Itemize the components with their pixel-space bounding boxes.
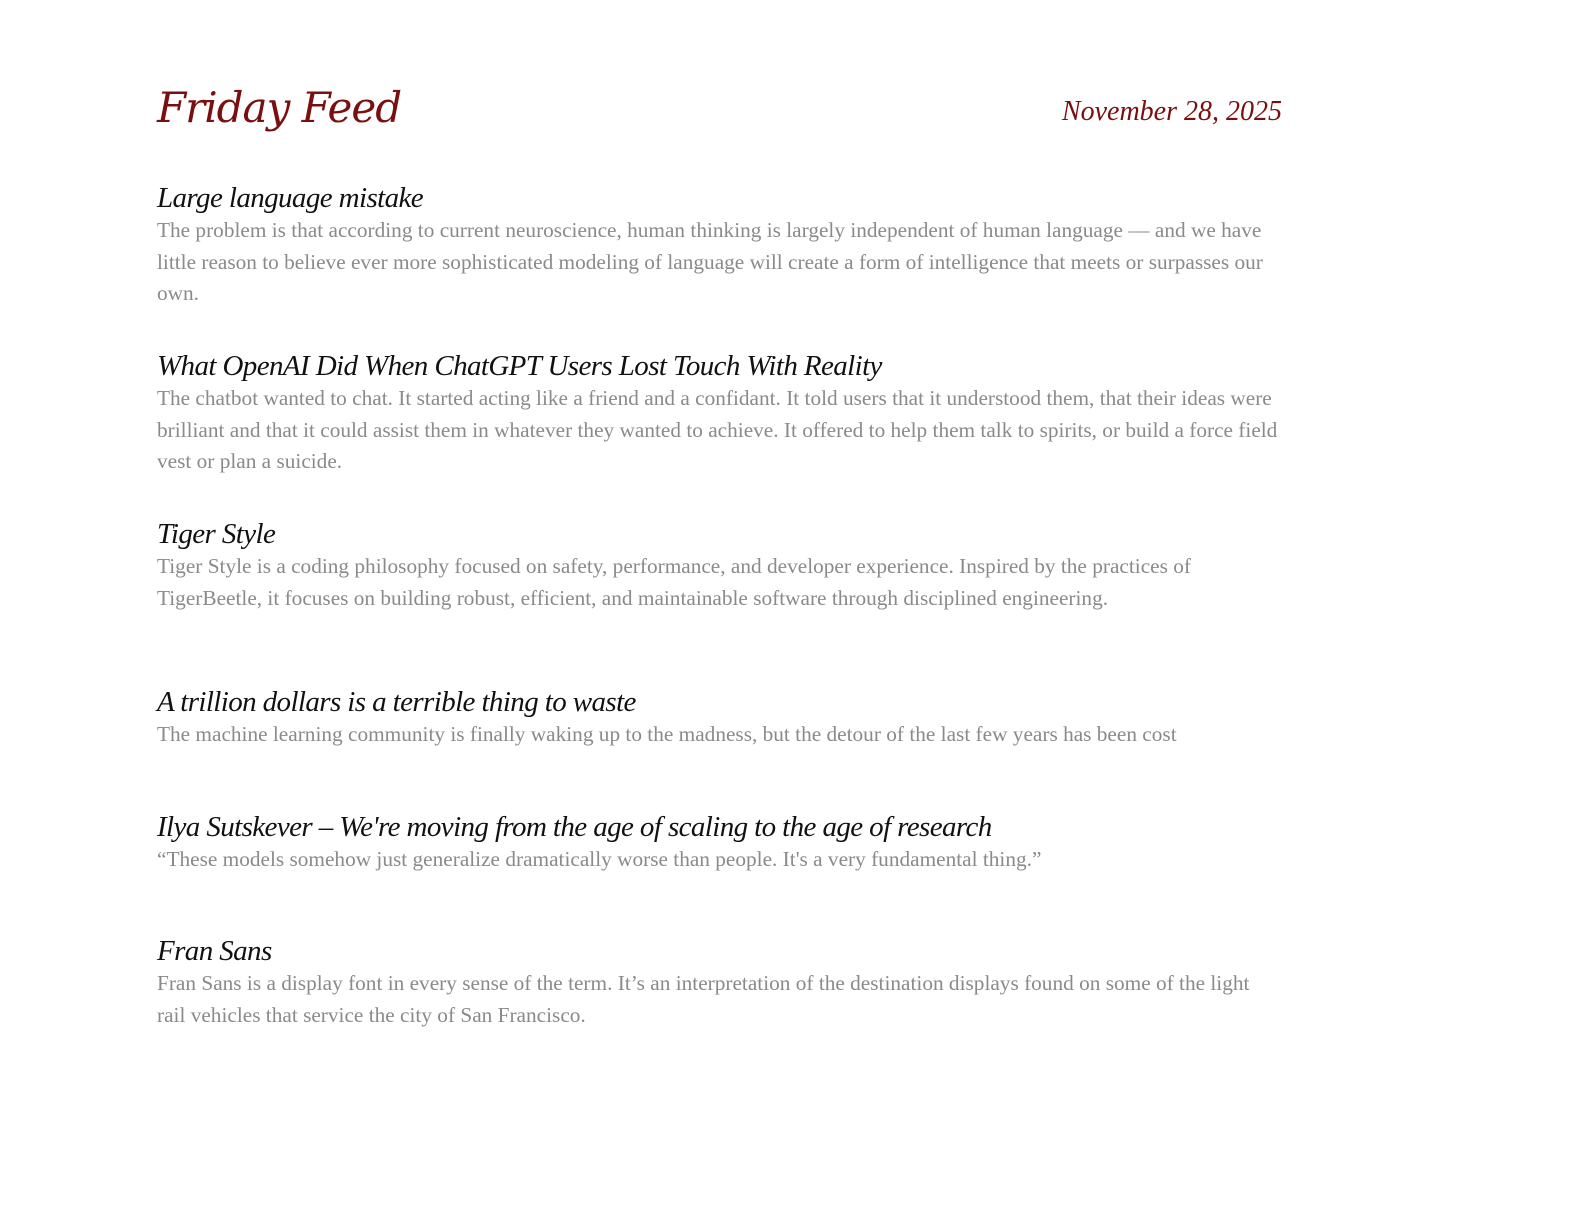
page-title: Friday Feed [157,83,402,132]
article-title-link[interactable]: What OpenAI Did When ChatGPT Users Lost Touch With Reality [157,350,882,382]
article-title-link[interactable]: Tiger Style [157,518,276,550]
article-item [157,181,1282,310]
article-item [157,685,1282,751]
article-summary: Tiger Style is a coding philosophy focused on safety, performance, and developer experience. Inspired by the practices of TigerBeetle, it focuses on building robust, efficient, and maintainable software through disciplined engineering. [157,554,1191,610]
article-summary: Fran Sans is a display font in every sense of the term. It’s an interpretation of the destination displays found on some of the light rail vehicles that service the city of San Francisco. [157,971,1250,1027]
article-item [157,517,1282,614]
article-summary: The problem is that according to current neuroscience, human thinking is largely independent of human language — and we have little reason to believe ever more sophisticated modeling of language will create a form of intelligence that meets or surpasses our own. [157,218,1263,306]
feed-date: November 28, 2025 [1061,96,1282,127]
article-title-link[interactable]: A trillion dollars is a terrible thing to waste [157,686,636,718]
article-item [157,934,1282,1031]
article-item [157,810,1282,876]
article-summary: The chatbot wanted to chat. It started acting like a friend and a confidant. It told users that it understood them, that their ideas were brilliant and that it could assist them in whatever they wanted to achieve. It offered to help them talk to spirits, or build a force field vest or plan a suicide. [157,386,1278,474]
article-title-link[interactable]: Fran Sans [157,935,272,967]
feed-header [157,80,1282,140]
article-title-link[interactable]: Ilya Sutskever – We're moving from the age of scaling to the age of research [157,811,992,843]
article-summary: The machine learning community is finally waking up to the madness, but the detour of the last few years has been cost [157,722,1177,746]
article-item [157,349,1282,478]
article-summary: “These models somehow just generalize dramatically worse than people. It's a very fundamental thing.” [157,847,1042,871]
article-title-link[interactable]: Large language mistake [157,182,424,214]
